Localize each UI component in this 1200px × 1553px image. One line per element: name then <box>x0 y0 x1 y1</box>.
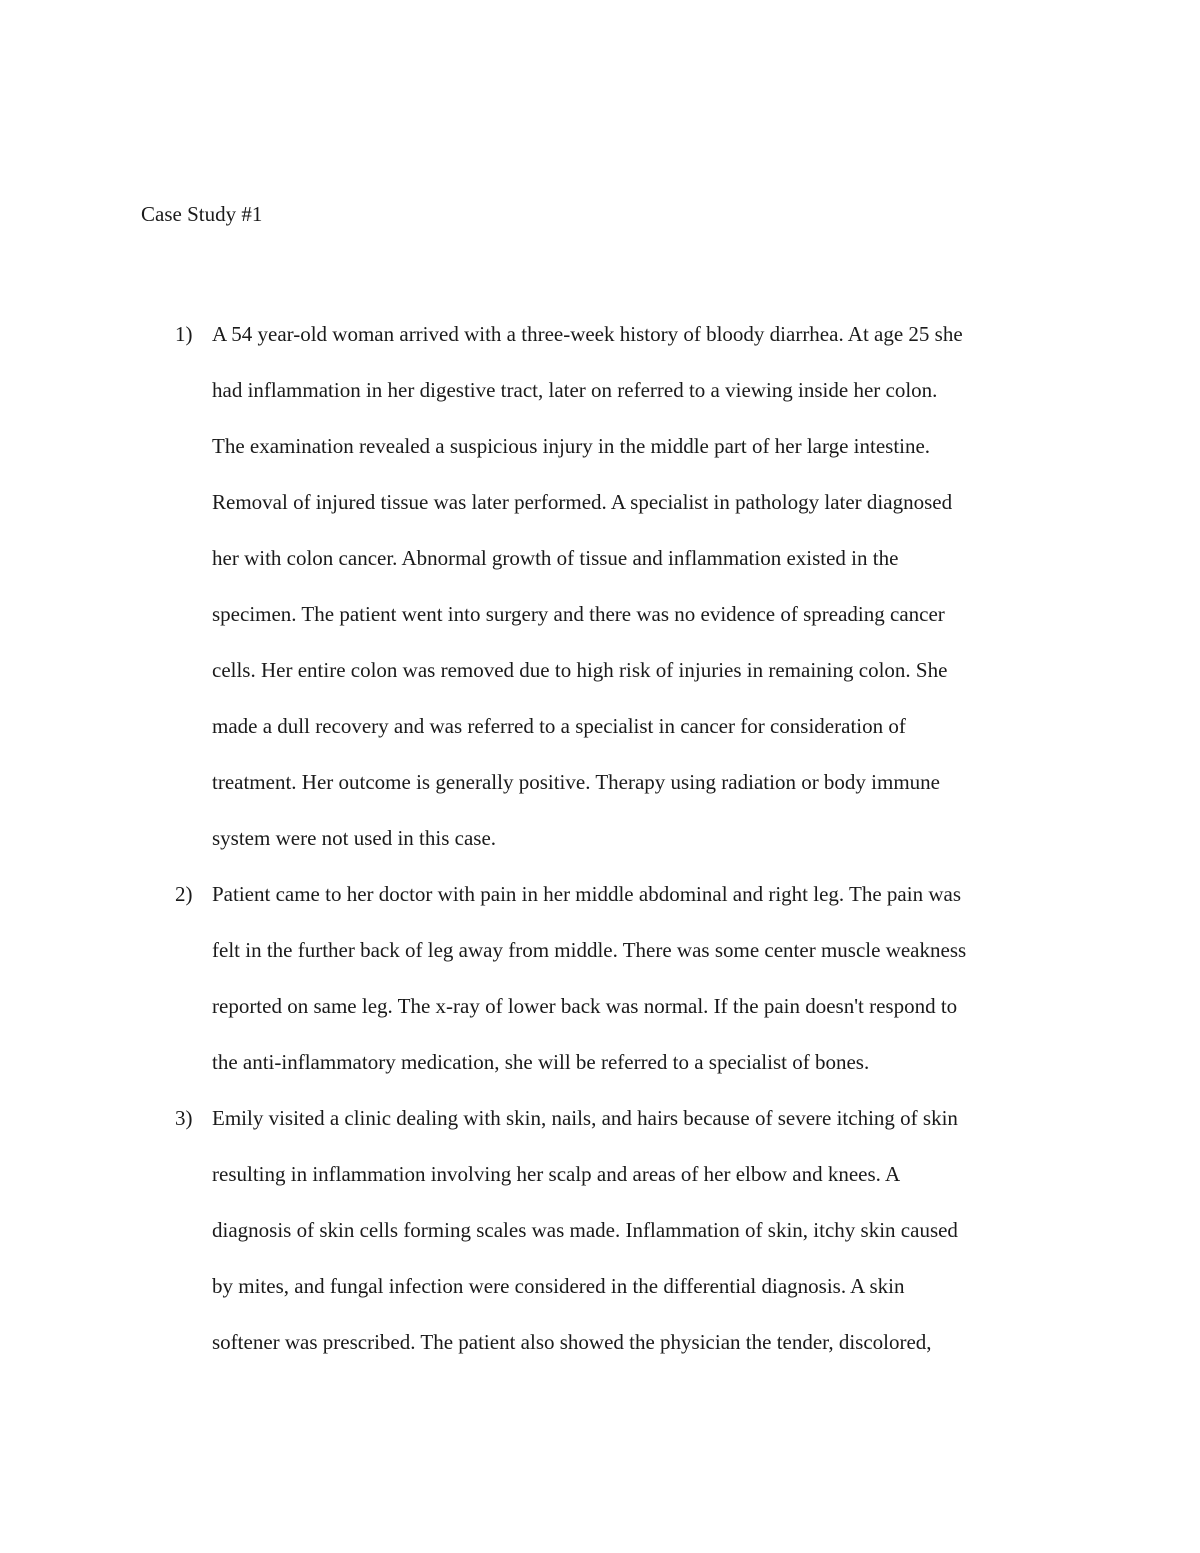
case-number: 1) <box>175 322 193 346</box>
text-line: Emily visited a clinic dealing with skin, nails, and hairs because of severe itching of skin <box>212 1106 958 1130</box>
text-line: reported on same leg. The x-ray of lower back was normal. If the pain doesn't respond to <box>212 994 958 1018</box>
case-item-3 <box>141 1090 1071 1370</box>
text-line: felt in the further back of leg away from middle. There was some center muscle weakness <box>212 938 967 962</box>
text-line: treatment. Her outcome is generally positive. Therapy using radiation or body immune <box>212 770 941 794</box>
text-line: Removal of injured tissue was later performed. A specialist in pathology later diagnosed <box>212 490 953 514</box>
case-list <box>141 306 1071 1370</box>
text-line: Patient came to her doctor with pain in her middle abdominal and right leg. The pain was <box>212 882 961 906</box>
text-line: softener was prescribed. The patient also showed the physician the tender, discolored, <box>212 1330 932 1354</box>
text-line: resulting in inflammation involving her scalp and areas of her elbow and knees. A <box>212 1162 901 1186</box>
text-line: made a dull recovery and was referred to a specialist in cancer for consideration of <box>212 714 906 738</box>
text-line: The examination revealed a suspicious injury in the middle part of her large intestine. <box>212 434 931 458</box>
text-line: by mites, and fungal infection were considered in the differential diagnosis. A skin <box>212 1274 905 1298</box>
text-line: A 54 year-old woman arrived with a three-week history of bloody diarrhea. At age 25 she <box>212 322 963 346</box>
case-item-2 <box>141 866 1071 1090</box>
text-line: the anti-inflammatory medication, she will be referred to a specialist of bones. <box>212 1050 870 1074</box>
text-line: cells. Her entire colon was removed due to high risk of injuries in remaining colon. She <box>212 658 948 682</box>
page-title: Case Study #1 <box>141 202 263 226</box>
text-line: specimen. The patient went into surgery and there was no evidence of spreading cancer <box>212 602 945 626</box>
case-number: 2) <box>175 882 193 906</box>
text-line: her with colon cancer. Abnormal growth of tissue and inflammation existed in the <box>212 546 899 570</box>
text-line: diagnosis of skin cells forming scales was made. Inflammation of skin, itchy skin caused <box>212 1218 958 1242</box>
case-item-1 <box>141 306 1071 866</box>
text-line: had inflammation in her digestive tract, later on referred to a viewing inside her colon. <box>212 378 938 402</box>
case-number: 3) <box>175 1106 193 1130</box>
text-line: system were not used in this case. <box>212 826 497 850</box>
